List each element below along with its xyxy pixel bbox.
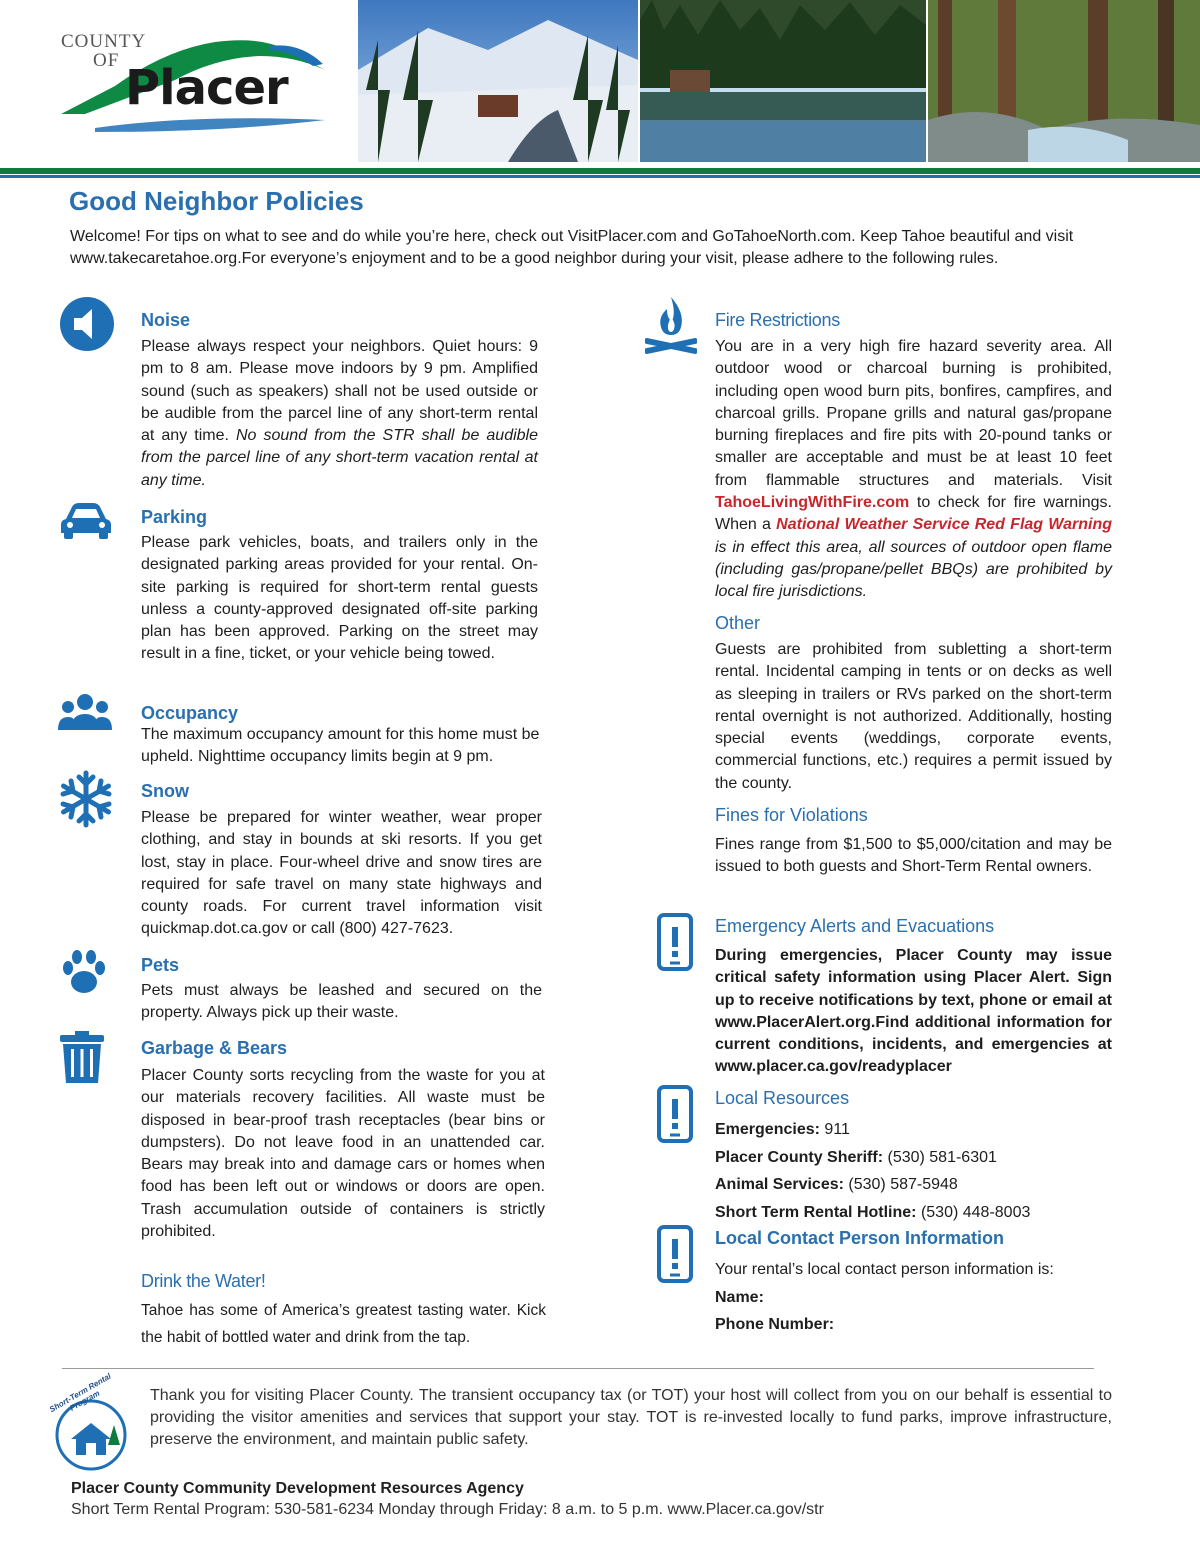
other-body: Guests are prohibited from subletting a short-term rental. Incidental camping in tents or on decks as well as sleeping in trailers or RVs parked on the short-term rental overnight is not authorized. Additionally, hosting special events (weddings, corporate events, commercial functions, etc.) requires a permit issued by the county. [715, 641, 1112, 792]
trash-can-icon [60, 1031, 104, 1088]
garbage-body: Placer County sorts recycling from the waste for you at our materials recovery facilities. All waste must be disposed in bear-proof trash receptacles (bear bins or dumpsters). Do not leave food in an unattended car. Bears may break into and damage cars or homes when food has been left out or windows or doors are open. Trash accumulation outside of containers is strictly prohibited. [141, 1067, 545, 1241]
header-green-bar [0, 168, 1200, 174]
resource-item: Animal Services: (530) 587-5948 [715, 1176, 958, 1193]
parking-title: Parking [141, 507, 208, 527]
footer-divider [62, 1368, 1094, 1369]
occupancy-body: The maximum occupancy amount for this home must be upheld. Nighttime occupancy limits begin at 9 pm. [141, 726, 540, 766]
resources-title: Local Resources [715, 1088, 850, 1108]
snow-body: Please be prepared for winter weather, wear proper clothing, and stay in bounds at ski resorts. If you get lost, stay in place. Four-wheel drive and snow tires are required for safe travel on many state highways and county roads. For current travel information visit quickmap.dot.ca.gov or call (800) 427-7623. [141, 809, 542, 938]
seal-text: Short-Term Rental Program [47, 1371, 113, 1415]
emergency-title: Emergency Alerts and Evacuations [715, 916, 995, 936]
phone-alert-icon [657, 913, 693, 976]
contact-body [715, 1256, 1115, 1339]
lake-cabin-photo [640, 0, 926, 162]
emergency-body: During emergencies, Placer County may issue critical safety information using Placer Alert. Sign up to receive notifications by text, phone or email at www.PlacerAlert.org.Find additional information for current conditions, incidents, and emergencies at www.placer.ca.gov/readyplacer [715, 947, 1112, 1076]
program-contact: Short Term Rental Program: 530-581-6234 Monday through Friday: 8 a.m. to 5 p.m. www.Placer.ca.gov/str [71, 1501, 824, 1518]
county-logo [55, 28, 345, 138]
header-blue-line [0, 175, 1200, 178]
page-title: Good Neighbor Policies [69, 186, 364, 216]
pets-body: Pets must always be leashed and secured on the property. Always pick up their waste. [141, 982, 542, 1022]
pets-title: Pets [141, 955, 180, 975]
fire-title: Fire Restrictions [715, 310, 840, 330]
campfire-icon [645, 295, 697, 360]
contact-title: Local Contact Person Information [715, 1228, 1005, 1248]
water-body: Tahoe has some of America’s greatest tasting water. Kick the habit of bottled water and drink from the tap. [141, 1302, 546, 1346]
noise-title: Noise [141, 310, 191, 330]
paw-print-icon [60, 948, 108, 1001]
resources-list [715, 1116, 1115, 1226]
water-title: Drink the Water! [141, 1271, 266, 1291]
intro-text: Welcome! For tips on what to see and do while you’re here, check out VisitPlacer.com and GoTahoeNorth.com. Keep Tahoe beautiful and visit www.takecaretahoe.org.For everyone’s enjoyment and to be a good neighbor during your visit, please adhere to the following rules. [70, 228, 1074, 267]
resource-item: Placer County Sheriff: (530) 581-6301 [715, 1148, 997, 1166]
logo-county-text: COUNTY [61, 31, 147, 52]
resource-item: Short Term Rental Hotline: (530) 448-8003 [715, 1203, 1031, 1221]
contact-phone-label: Phone Number: [715, 1316, 835, 1333]
snow-title: Snow [141, 781, 189, 801]
snowflake-icon [57, 770, 115, 833]
fire-body-text-1: You are in a very high fire hazard severity area. All outdoor wood or charcoal burning is prohibited, including open wood burn pits, bonfires, campfires, and charcoal grills. Propane grills and natural gas/propane burning fireplaces and fire pits with 20-pound tanks or smaller are acceptable and must be at least 10 feet from flammable structures and materials. Visit [715, 338, 1112, 489]
fire-body-text-2: to check for fire warnings. When a [715, 494, 1112, 534]
fire-body-text-3: is in effect this area, all sources of outdoor open flame (including gas/propane/pellet BBQs) are prohibited by local fire jurisdictions. [715, 538, 1112, 601]
footer-text: Thank you for visiting Placer County. The transient occupancy tax (or TOT) your host will collect from you on our behalf is essential to providing the visitor amenities and services that support your stay. TOT is re-invested locally to fund parks, improve infrastructure, preserve the environment, and maintain public safety. [150, 1387, 1112, 1448]
fines-title: Fines for Violations [715, 805, 868, 825]
fire-website-link[interactable]: TahoeLivingWithFire.com [715, 494, 910, 512]
forest-stream-photo [928, 0, 1200, 162]
other-title: Other [715, 613, 761, 633]
fines-body: Fines range from $1,500 to $5,000/citation and may be issued to both guests and Short-Term Rental owners. [715, 836, 1112, 876]
str-program-seal [46, 1371, 136, 1480]
fire-body [715, 336, 1112, 604]
red-flag-warning-text: National Weather Service Red Flag Warning [776, 516, 1112, 534]
people-group-icon [58, 690, 112, 741]
garbage-title: Garbage & Bears [141, 1038, 288, 1058]
winter-cabin-photo [358, 0, 638, 162]
noise-body [141, 336, 538, 492]
phone-alert-icon [657, 1225, 693, 1288]
logo-placer-text: Placer [125, 60, 288, 116]
speaker-icon [59, 296, 115, 357]
noise-body-text: Please always respect your neighbors. Quiet hours: 9 pm to 8 am. Please move indoors by 9 pm. Amplified sound (such as speakers) shall not be used outside or be audible from the parcel line of any short-term rental at any time. [141, 338, 538, 445]
parking-body: Please park vehicles, boats, and trailers only in the designated parking areas provided for your rental. On-site parking is required for short-term rental guests unless a county-approved designated off-site parking plan has been approved. Parking on the street may result in a fine, ticket, or your vehicle being towed. [141, 534, 538, 663]
phone-alert-icon [657, 1085, 693, 1148]
contact-name-label: Name: [715, 1288, 764, 1306]
contact-intro: Your rental’s local contact person information is: [715, 1261, 1054, 1278]
occupancy-title: Occupancy [141, 703, 239, 723]
resource-item: Emergencies: 911 [715, 1121, 850, 1138]
logo-of-text: OF [93, 50, 120, 71]
car-icon [60, 501, 112, 544]
agency-name: Placer County Community Development Resources Agency [71, 1480, 524, 1497]
noise-body-italic: No sound from the STR shall be audible from the parcel line of any short-term vacation rental at any time. [141, 427, 538, 489]
